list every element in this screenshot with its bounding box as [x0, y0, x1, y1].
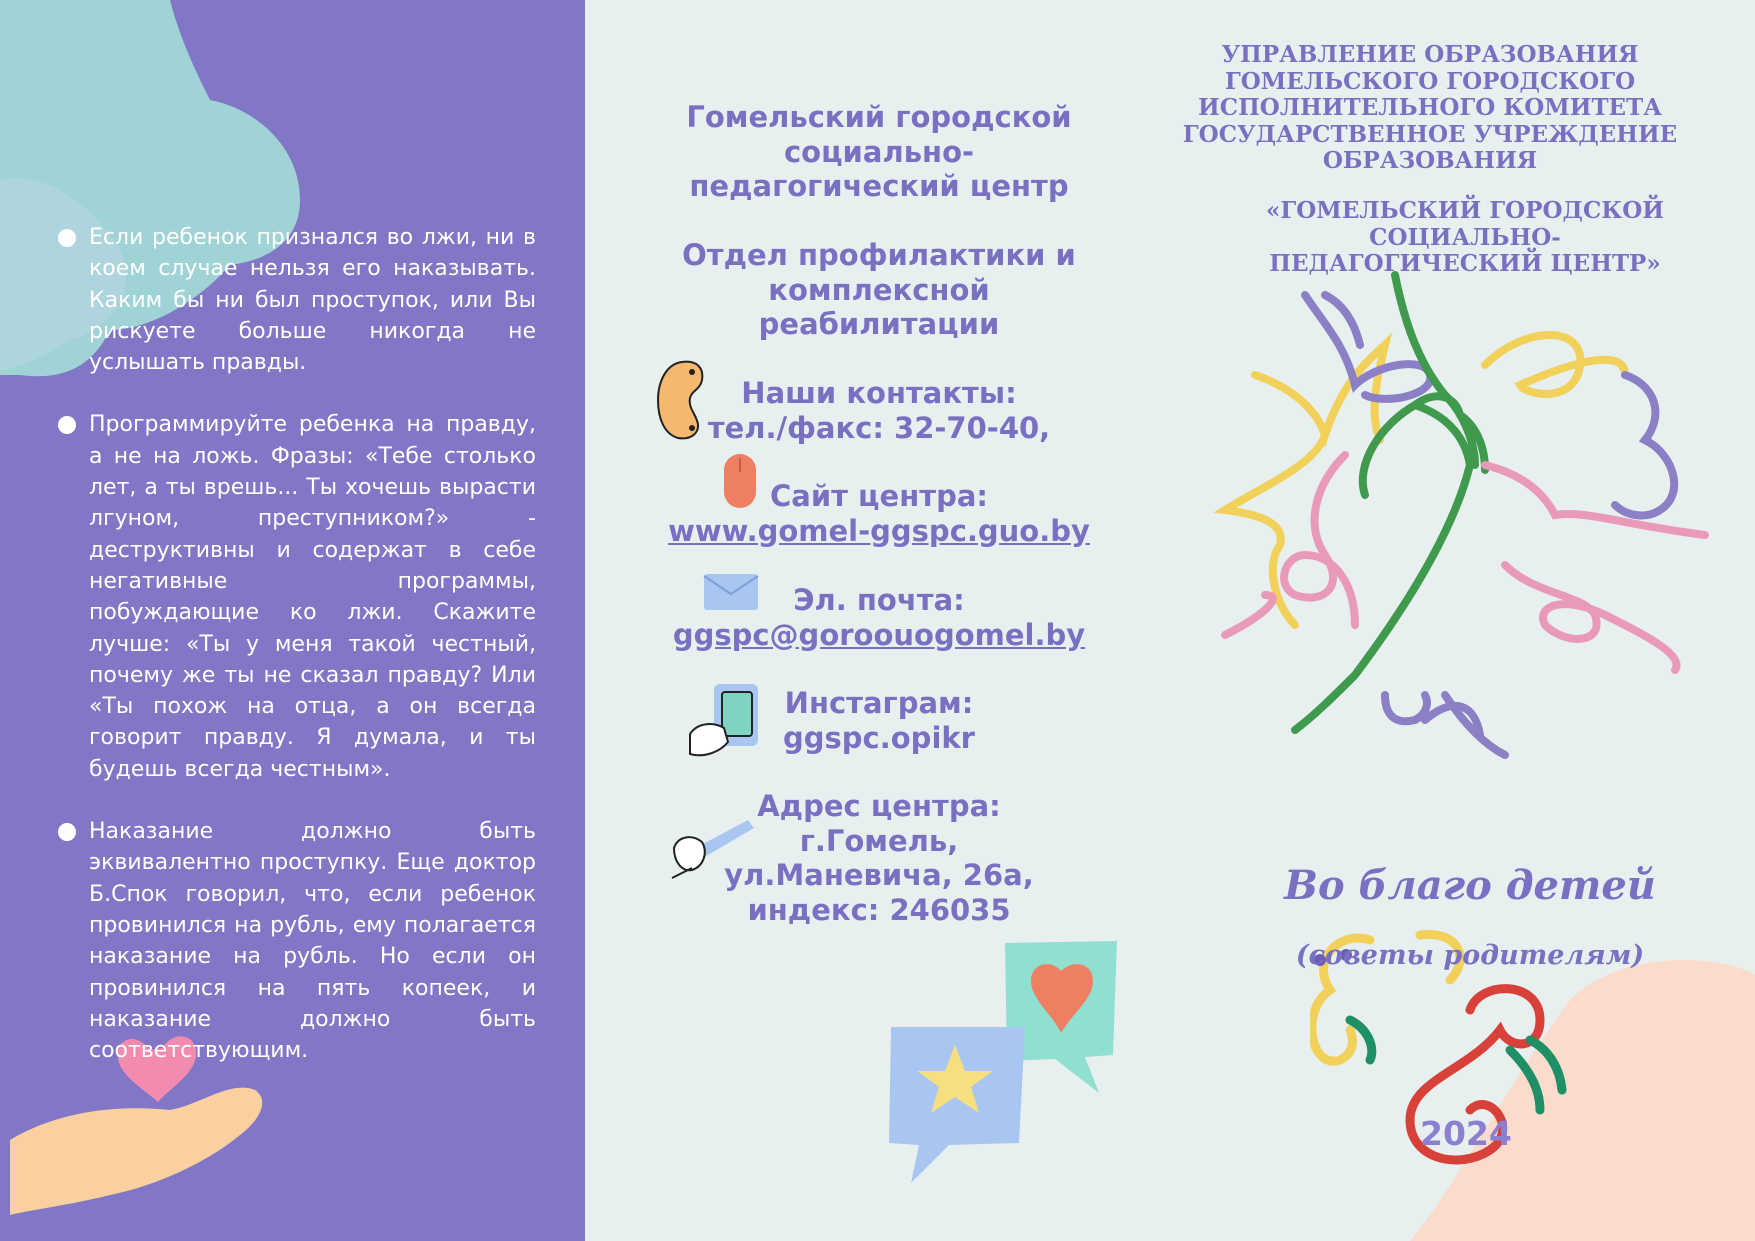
tips-list — [58, 222, 536, 1097]
organization-header: УПРАВЛЕНИЕ ОБРАЗОВАНИЯ ГОМЕЛЬСКОГО ГОРОДСКОГО ИСПОЛНИТЕЛЬНОГО КОМИТЕТА ГОСУДАРСТВЕННОЕ УЧРЕЖДЕНИЕ ОБРАЗОВАНИЯ — [1182, 41, 1678, 174]
email-contact: Эл. почта: ggspc@goroouogomel.by — [640, 583, 1118, 652]
phone-contact: Наши контакты: тел./факс: 32-70-40, — [707, 376, 1051, 445]
email-link[interactable]: ggspc@goroouogomel.by — [672, 617, 1086, 652]
tip-item: Если ребенок признался во лжи, ни в коем случае нельзя его наказывать. Каким бы ни был проступок, или Вы рискуете больше никогда не услышать правды. — [58, 222, 536, 378]
chat-bubbles-decoration — [885, 935, 1125, 1185]
tip-item: Наказание должно быть эквивалентно проступку. Еще доктор Б.Спок говорил, что, если ребенок провинился на рубль, ему полагается наказание на рубль. Но если он провинился на пять копеек, и наказание должно быть соответствующим. — [58, 816, 536, 1066]
tip-item: Программируйте ребенка на правду, а не на ложь. Фразы: «Тебе столько лет, а ты врешь... Ты хочешь вырасти лгуном, преступником?» - деструктивны и содержат в себе негативные программы, побуждающие ко лжи. Скажите лучше: «Ты у меня такой честный, почему же ты не сказал правду? Или «Ты похож на отца, а он всегда говорит правду. Я думала, и ты будешь всегда честным». — [58, 409, 536, 785]
address-contact: Адрес центра: г.Гомель, ул.Маневича, 26а, индекс: 246035 — [724, 789, 1034, 927]
website-contact: Сайт центра: www.gomel-ggspc.guo.by — [640, 479, 1118, 548]
organization-name: «ГОМЕЛЬСКИЙ ГОРОДСКОЙ СОЦИАЛЬНО- ПЕДАГОГИЧЕСКИЙ ЦЕНТР» — [1266, 197, 1664, 277]
brochure-year: 2024 — [1420, 1114, 1512, 1153]
brochure-title: Во благо детей — [1284, 862, 1656, 909]
cover-column — [1170, 0, 1755, 1241]
hands-illustration — [1205, 265, 1725, 775]
instagram-contact: Инстаграм: ggspc.opikr — [783, 686, 975, 755]
center-name: Гомельский городской социально- педагогический центр — [686, 100, 1072, 203]
department-name: Отдел профилактики и комплексной реабилитации — [682, 238, 1076, 341]
brochure-subtitle: (советы родителям) — [1295, 940, 1645, 971]
website-link[interactable]: www.gomel-ggspc.guo.by — [668, 513, 1090, 548]
tips-panel — [0, 0, 585, 1241]
contacts-column — [640, 0, 1118, 1241]
